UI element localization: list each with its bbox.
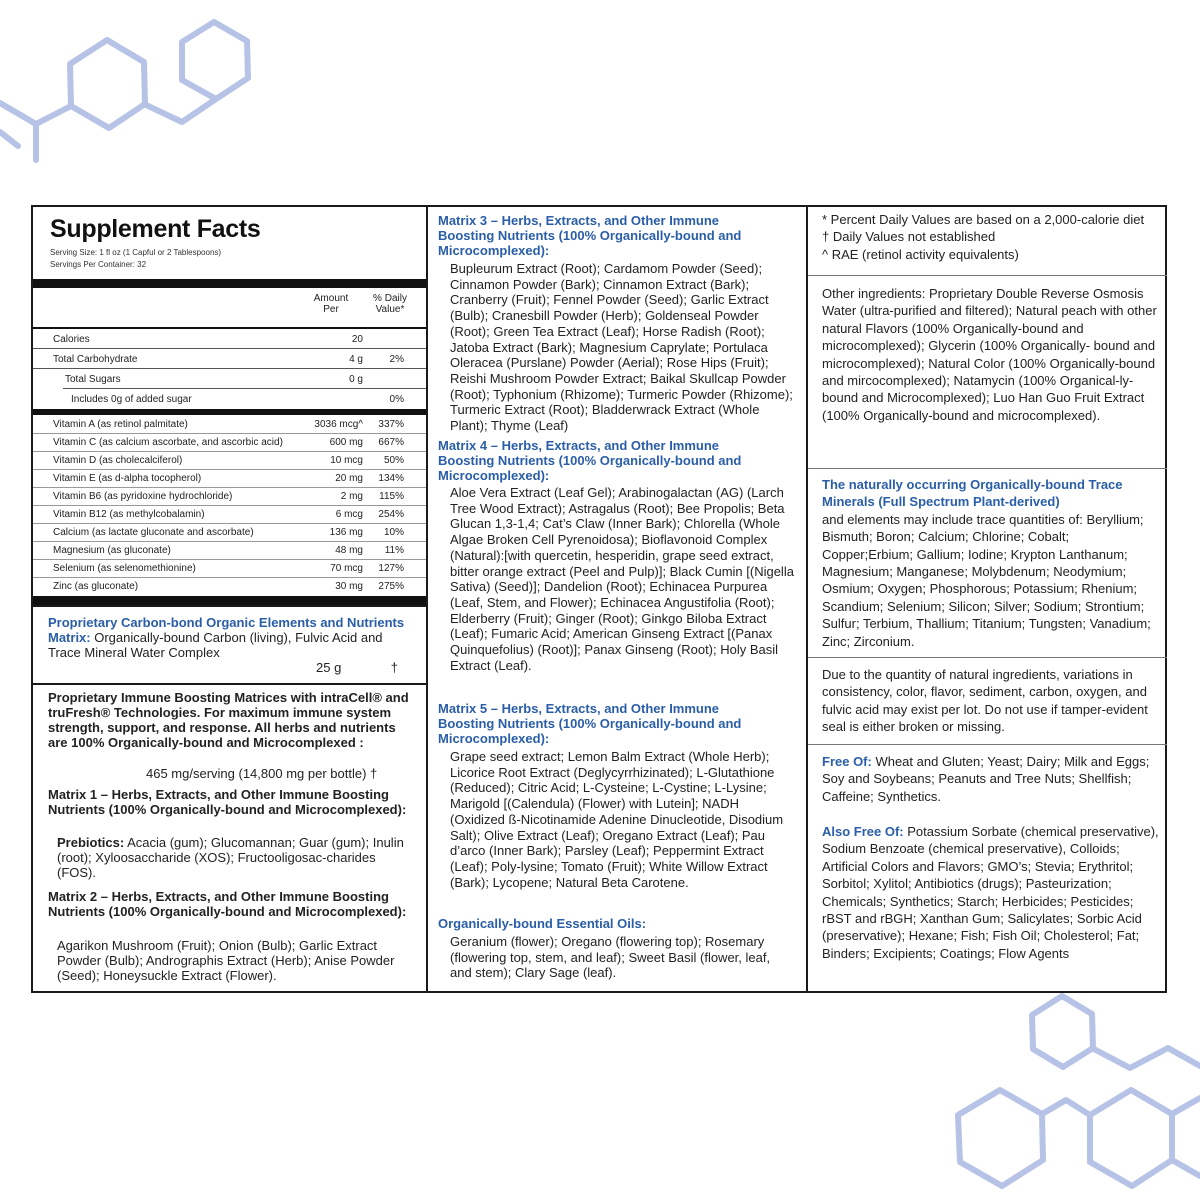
vitamin-dv: 50%: [383, 455, 404, 466]
nutrient-dv: 2%: [389, 354, 404, 365]
carbon-matrix-section: [48, 615, 418, 660]
essential-oils-heading: Organically-bound Essential Oils:: [438, 916, 647, 931]
vitamin-row: [33, 416, 426, 434]
vitamin-amount: 70 mcg: [330, 563, 363, 574]
hexagon-shape: [1092, 1048, 1200, 1068]
matrix2-heading: Matrix 2 – Herbs, Extracts, and Other Immune Boosting Nutrients (100% Organically-bound and Microcomplexed):: [48, 889, 407, 919]
thick-divider: [33, 409, 426, 415]
matrix2-text: Agarikon Mushroom (Fruit); Onion (Bulb); Garlic Extract Powder (Bulb); Andrographis Extract (Herb); Anise Powder (Seed); Honeysuckle Extract (Flower).: [57, 938, 395, 983]
thick-divider: [33, 596, 426, 605]
hexagon-shape: [0, 103, 71, 124]
hexagon-shape: [182, 22, 248, 99]
vitamin-amount: 3036 mcg^: [314, 419, 363, 430]
vitamin-amount: 2 mg: [340, 491, 363, 502]
nutrient-amount: 4 g: [349, 354, 363, 365]
variation-notice: Due to the quantity of natural ingredients, variations in consistency, color, flavor, sediment, carbon, oxygen, and fulvic acid may exist per lot. Do not use if tamper-evident seal is either broken or missing.: [822, 667, 1148, 735]
vitamin-dv: 11%: [384, 545, 404, 556]
vitamin-amount: 48 mg: [335, 545, 363, 556]
matrix4-text: Aloe Vera Extract (Leaf Gel); Arabinogalactan (AG) (Larch Tree Wood Extract); Astragalus (Root); Bee Propolis; Beta Glucan 1,3-1,4; Cat’s Claw (Inner Bark); Chlorella (Whole Algae Broken Cell Pyrenoidosa); Bioflavonoid Complex (Natural):[with quercetin, hesperidin, grape seed extract, bitter orange extract (Peel and Pulp)]; Black Cumin [(Nigella Sativa) (Seed)]; Dandelion (Root); Echinacea Purpurea (Leaf, Stem, and Flower); Echinacea Angustifolia (Root); Elderberry (Fruit); Ginger (Root); Ginkgo Biloba Extract (Leaf); Fumaric Acid; American Ginseng Extract [(Panax Quinquefolius) (Root)]; Panax Ginseng (Root); Holy Basil Extract (Leaf).: [450, 485, 794, 673]
supplement-facts-panel: [31, 205, 1167, 993]
matrix1-heading: Matrix 1 – Herbs, Extracts, and Other Immune Boosting Nutrients (100% Organically-bound and Microcomplexed):: [48, 787, 407, 817]
hexagon-shape: [1172, 1160, 1200, 1176]
notes-column: [806, 207, 1167, 991]
matrix3-text: Bupleurum Extract (Root); Cardamom Powder (Seed); Cinnamon Powder (Bark); Cinnamon Extract (Bark); Cranberry (Fruit); Fennel Powder (Seed); Garlic Extract (Bulb); Cranesbill Powder (Herb); Goldenseal Powder (Root); Green Tea Extract (Leaf); Horse Radish (Root); Jatoba Extract (Bark); Magnesium Caprylate; Portulaca Oleracea (Purslane) Powder (Aerial); Rose Hips (Fruit); Reishi Mushroom Powder Extract; Baikal Skullcap Powder (Root); Typhonium (Rhizome); Turmeric Powder (Rhizome); Turmeric Extract (Root); Bladderwrack Extract (Whole Plant); Thyme (Leaf): [450, 261, 793, 434]
vitamin-amount: 10 mcg: [330, 455, 363, 466]
nutrient-amount: 20: [351, 334, 363, 345]
vitamin-dv: 115%: [379, 491, 404, 502]
matrix5-heading: Matrix 5 – Herbs, Extracts, and Other Immune Boosting Nutrients (100% Organically-bound and Microcomplexed):: [438, 701, 742, 747]
row-divider: [33, 368, 426, 369]
daily-value-notes: [822, 211, 1162, 263]
vitamin-dv: 337%: [378, 419, 404, 430]
hexagon-shape: [144, 99, 216, 122]
vitamin-name: Vitamin E (as d-alpha tocopherol): [53, 473, 202, 484]
vitamin-name: Calcium (as lactate gluconate and ascorbate): [53, 527, 254, 538]
vitamin-row: [33, 470, 426, 488]
hexagon-shape: [70, 40, 145, 128]
facts-title: Supplement Facts: [50, 215, 261, 243]
matrix3-heading: Matrix 3 – Herbs, Extracts, and Other Immune Boosting Nutrients (100% Organically-bound and Microcomplexed):: [438, 213, 742, 259]
vitamin-row: [33, 434, 426, 452]
row-divider: [33, 348, 426, 349]
vitamin-row: [33, 488, 426, 506]
vitamin-name: Vitamin D (as cholecalciferol): [53, 455, 183, 466]
vitamin-dv: 254%: [378, 509, 404, 520]
free-of-label: Free Of:: [822, 754, 872, 769]
also-free-of-section: [822, 823, 1162, 962]
row-divider: [63, 388, 426, 389]
vitamin-row: [33, 524, 426, 542]
matrix4-heading: Matrix 4 – Herbs, Extracts, and Other Immune Boosting Nutrients (100% Organically-bound and Microcomplexed):: [438, 438, 742, 484]
carbon-matrix-text: Organically-bound Carbon (living), Fulvic Acid and Trace Mineral Water Complex: [48, 630, 383, 660]
hexagon-shape: [1172, 1098, 1200, 1114]
vitamin-amount: 30 mg: [335, 581, 363, 592]
nutrient-amount: 0 g: [349, 374, 363, 385]
nutrient-name: Calories: [53, 334, 90, 345]
vitamin-name: Zinc (as gluconate): [53, 581, 139, 592]
immune-matrices-heading: Proprietary Immune Boosting Matrices with intraCell® and truFresh® Technologies. For maximum immune system strength, support, and response. All herbs and nutrients are 100% Organically-bound and Microcomplexed :: [48, 690, 409, 750]
hexagon-shape: [1090, 1090, 1172, 1186]
trace-minerals-heading: The naturally occurring Organically-bound Trace Minerals (Full Spectrum Plant-derived): [822, 477, 1123, 510]
vitamin-row: [33, 452, 426, 470]
hexagon-shape: [1042, 1100, 1090, 1115]
supplement-facts-table: [33, 207, 426, 607]
dagger-footnote: † Daily Values not established: [822, 229, 996, 245]
facts-column: [33, 207, 426, 991]
header-divider: [33, 327, 426, 329]
vitamin-name: Vitamin B6 (as pyridoxine hydrochloride): [53, 491, 233, 502]
nutrient-dv: 0%: [389, 394, 404, 405]
section-divider: [808, 468, 1167, 469]
vitamin-row: [33, 560, 426, 578]
nutrient-name: Total Carbohydrate: [53, 354, 138, 365]
vitamin-dv: 134%: [378, 473, 404, 484]
thick-divider: [33, 279, 426, 288]
servings-per-container: Servings Per Container: 32: [50, 260, 147, 269]
matrices-column: [426, 207, 806, 991]
essential-oils-text: Geranium (flower); Oregano (flowering top); Rosemary (flowering top, stem, and leaf); Sweet Basil (flower, leaf, and stem); Clary Sage (leaf).: [450, 934, 771, 981]
rae-footnote: ^ RAE (retinol activity equivalents): [822, 246, 1019, 262]
other-ingredients: Other ingredients: Proprietary Double Reverse Osmosis Water (ultra-purified and filtered); Natural peach with other natural Flavors (100% Organically-bound and microcomplexed); Glycerin (100% Organically- bound and microcomplexed); Natural Color (100% Organically-bound and mircocomplexed); Natamycin (100% Organical-ly-bound and Microcomplexed); Luo Han Guo Fruit Extract (100% Organically-bound and microcomplexed).: [822, 286, 1157, 423]
hexagon-shape: [958, 1090, 1043, 1186]
vitamin-dv: 667%: [378, 437, 404, 448]
hexagon-shape: [1032, 996, 1093, 1067]
section-divider: [808, 744, 1167, 745]
matrix5-text: Grape seed extract; Lemon Balm Extract (Whole Herb); Licorice Root Extract (Deglycyrrhizinated); L-Glutathione (Reduced); Citric Acid; L-Cysteine; L-Cystine; L-Lysine; Marigold [(Calendula) (Flower) with Lutein]; NADH (Oxidized ß-Nicotinamide Adenine Dinucleotide, Disodium Salt); Olive Extract (Leaf); Oregano Extract (Leaf); Pau d’arco (Inner Bark); Parsley (Leaf); Peppermint Extract (Leaf); Poly-lysine; Tomato (Fruit); White Willow Extract (Bark); Lycopene; Natural Beta Carotene.: [450, 749, 784, 890]
header-amount-per: Amount Per: [313, 293, 349, 315]
trace-minerals-text: and elements may include trace quantities of: Beryllium; Bismuth; Boron; Calcium; Chlorine; Cobalt; Copper;Erbium; Gallium; Iodine; Krypton Lanthanum; Magnesium; Manganese; Molybdenum; Neodymium; Osmium; Oxygen; Phosphorous; Potassium; Rhenium; Scandium; Selenium; Silicon; Silver; Sodium; Strontium; Sulfur; Terbium, Thallium; Titanium; Tungsten; Vanadium; Zinc; Zirconium.: [822, 511, 1151, 649]
carbon-matrix-dagger: †: [390, 660, 398, 675]
also-free-of-label: Also Free Of:: [822, 824, 904, 839]
immune-matrices-amount: 465 mg/serving (14,800 mg per bottle) †: [146, 766, 378, 781]
prebiotics-text: Acacia (gum); Glucomannan; Guar (gum); Inulin (root); Xyloosaccharide (XOS); Fructooligosac-charides (FOS).: [57, 835, 404, 880]
vitamin-name: Vitamin B12 (as methylcobalamin): [53, 509, 205, 520]
free-of-section: [822, 753, 1162, 805]
section-divider: [808, 275, 1167, 276]
vitamin-amount: 20 mg: [335, 473, 363, 484]
section-divider: [33, 683, 426, 685]
vitamin-row: [33, 578, 426, 596]
also-free-of-text: Potassium Sorbate (chemical preservative), Sodium Benzoate (chemical preservative), Colloids; Artificial Colors and Flavors; GMO’s; Stevia; Erythritol; Sorbitol; Xylitol; Antibiotics (drugs); Pasteurization; Chemicals; Synthetics; Starch; Herbicides; Pesticides; rBST and rBGH; Xanthan Gum; Salicylates; Sorbic Acid (preservative); Hexane; Fish; Fish Oil; Cholesterol; Fat; Binders; Excipients; Coatings; Flow Agents: [822, 824, 1159, 961]
vitamin-row: [33, 506, 426, 524]
vitamin-dv: 127%: [378, 563, 404, 574]
prebiotics-label: Prebiotics:: [57, 835, 125, 850]
serving-size: Serving Size: 1 fl oz (1 Capful or 2 Tablespoons): [50, 248, 222, 257]
vitamin-dv: 10%: [383, 527, 404, 538]
vitamin-amount: 136 mg: [329, 527, 363, 538]
vitamin-row: [33, 542, 426, 560]
vitamin-name: Selenium (as selenomethionine): [53, 563, 196, 574]
nutrient-name: Includes 0g of added sugar: [71, 394, 192, 405]
vitamin-amount: 600 mg: [329, 437, 363, 448]
carbon-matrix-amount: 25 g: [316, 660, 342, 675]
hexagon-shape: [0, 132, 18, 146]
daily-value-footnote: * Percent Daily Values are based on a 2,000-calorie diet: [822, 212, 1145, 227]
nutrient-name: Total Sugars: [65, 374, 121, 385]
matrix1-text: [57, 835, 407, 880]
free-of-text: Wheat and Gluten; Yeast; Dairy; Milk and Eggs; Soy and Soybeans; Peanuts and Tree Nuts; Shellfish; Caffeine; Synthetics.: [822, 754, 1150, 804]
header-daily-value: % Daily Value*: [373, 293, 407, 315]
carbon-matrix-heading: Proprietary Carbon-bond Organic Elements and Nutrients Matrix:: [48, 615, 405, 645]
vitamin-name: Magnesium (as gluconate): [53, 545, 171, 556]
vitamin-name: Vitamin C (as calcium ascorbate, and ascorbic acid): [53, 437, 283, 448]
section-divider: [808, 657, 1167, 658]
vitamin-amount: 6 mcg: [335, 509, 363, 520]
vitamin-dv: 275%: [378, 581, 404, 592]
trace-minerals-section: [822, 476, 1162, 650]
vitamin-name: Vitamin A (as retinol palmitate): [53, 419, 188, 430]
